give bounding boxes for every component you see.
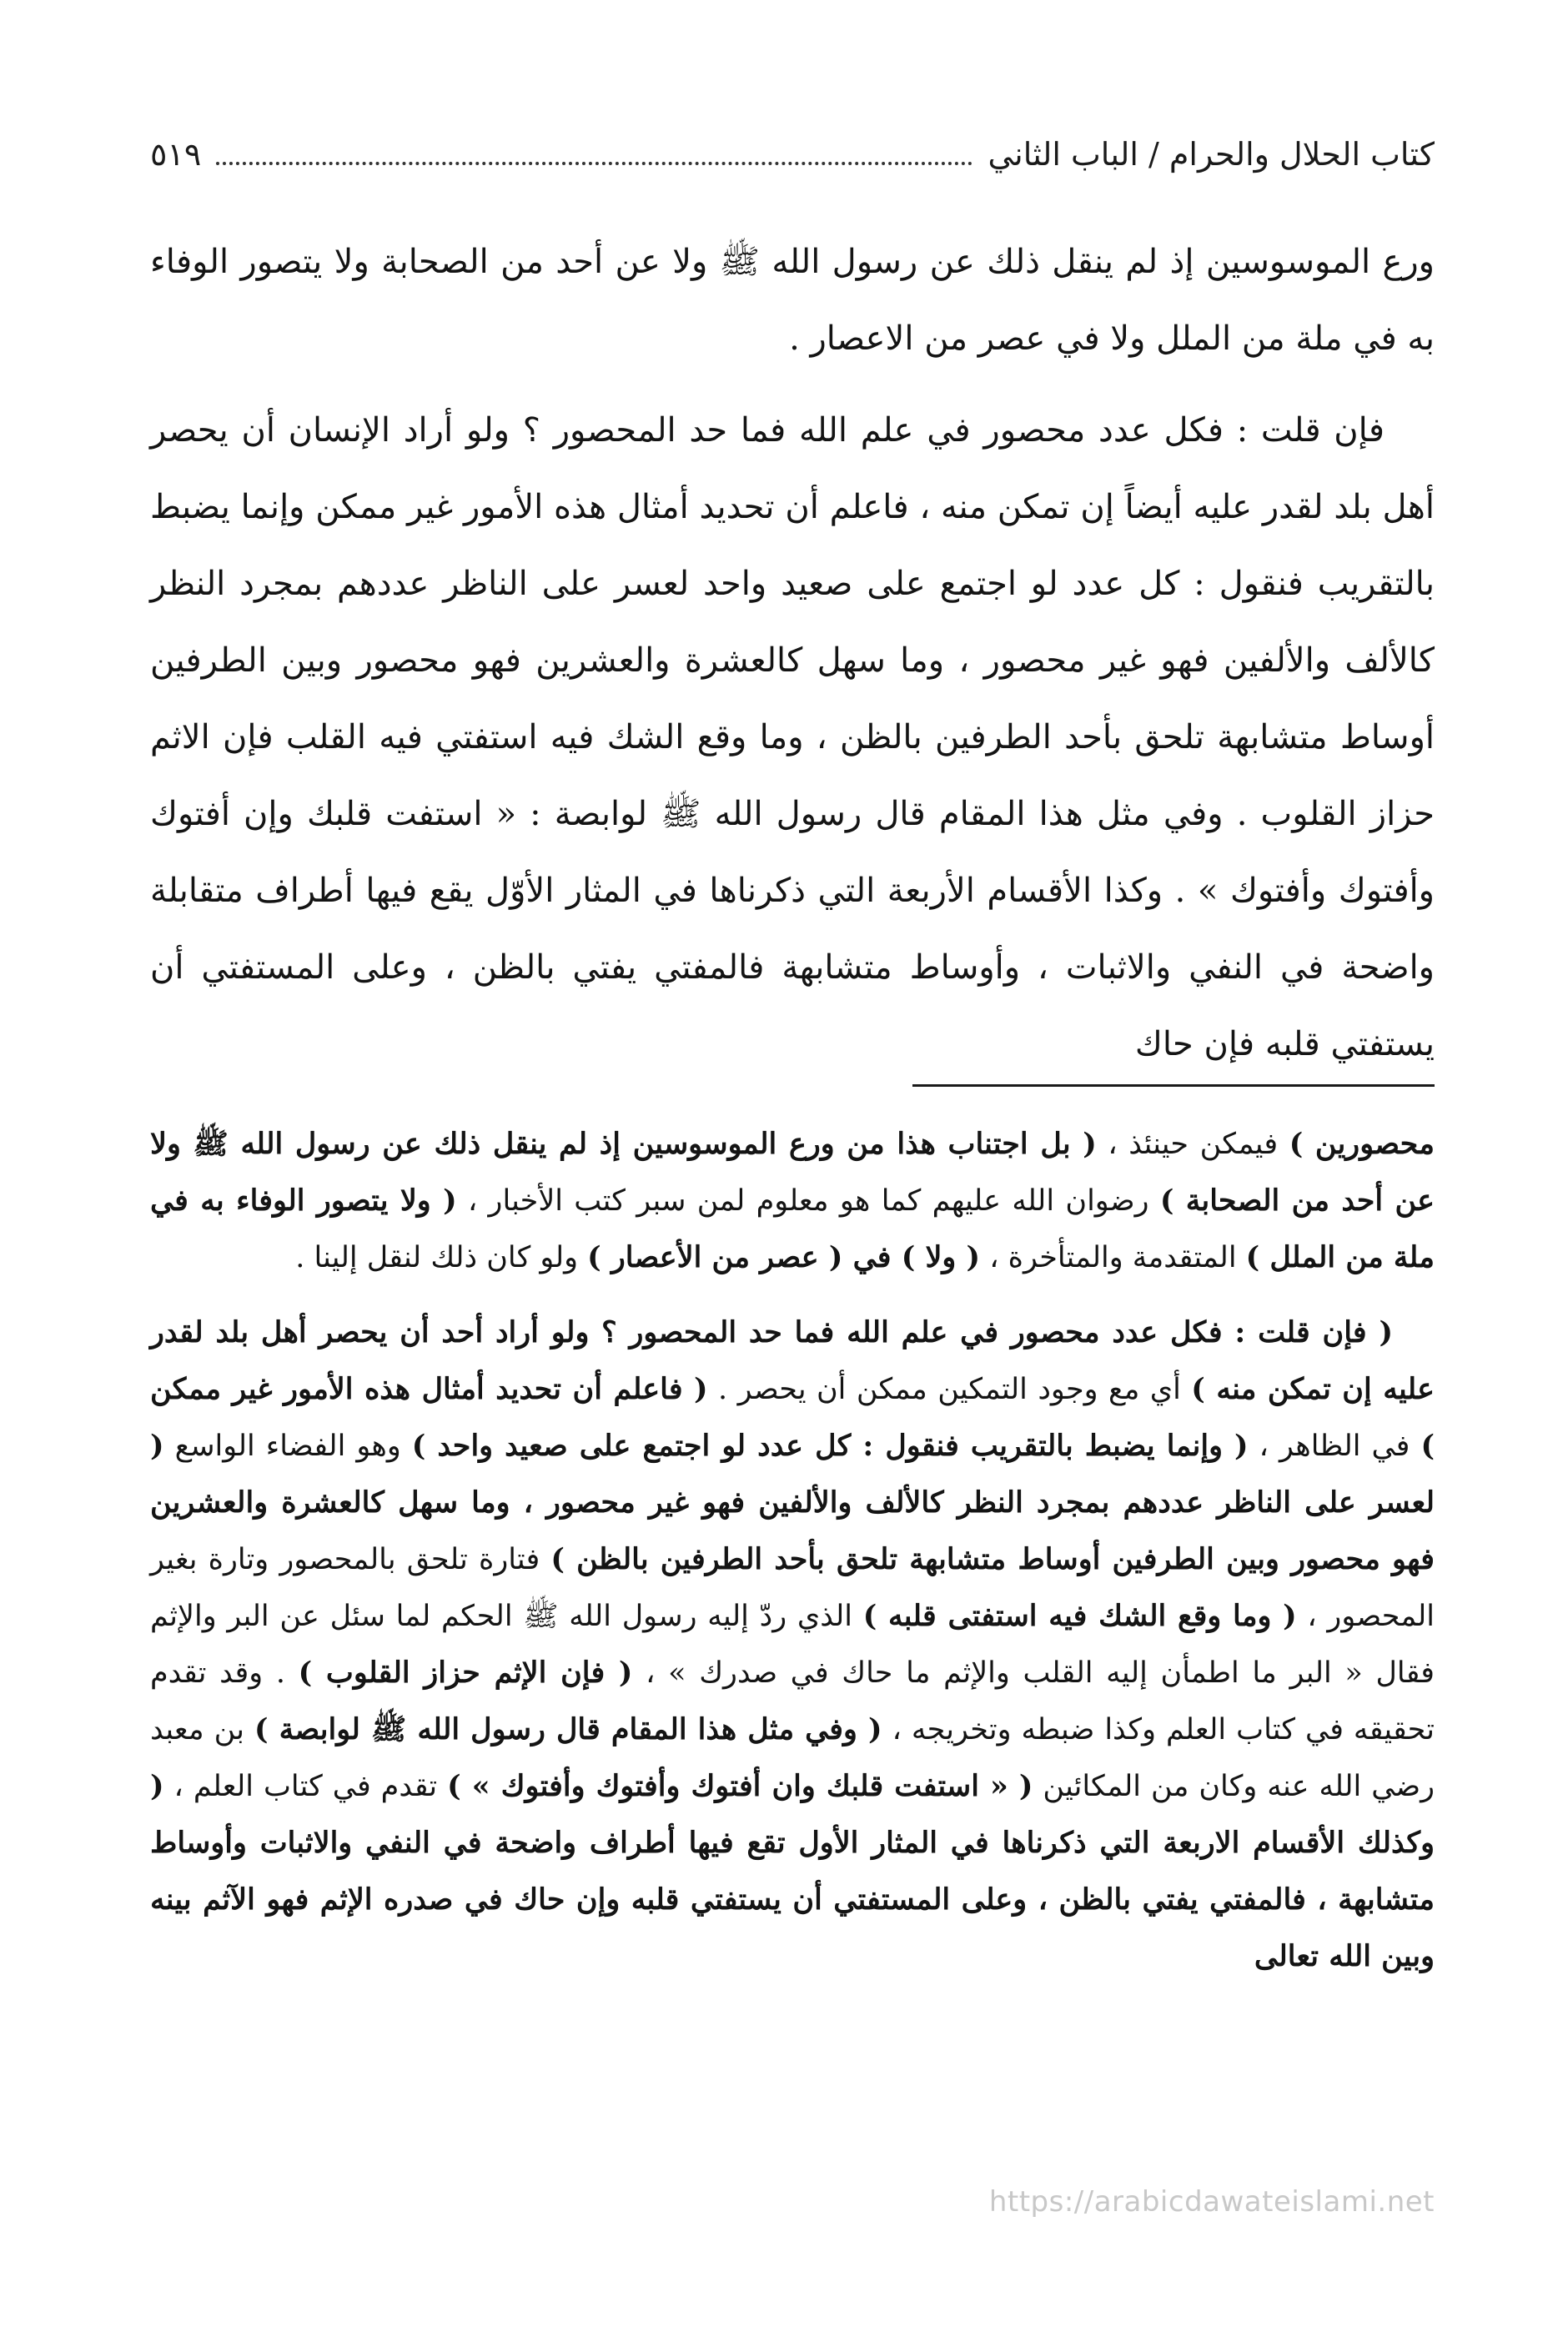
commentary-quote: ( وما وقع الشك فيه استفتى قلبه ) <box>862 1599 1297 1633</box>
commentary-quote: ( وفي مثل هذا المقام قال رسول الله ﷺ لوابصة ) <box>254 1712 882 1746</box>
commentary-gloss: فيمكن حينئذ ، <box>1096 1128 1289 1161</box>
running-header <box>150 125 1435 183</box>
commentary-gloss: بن معبد رضي الله عنه وكان من المكائين <box>150 1713 1435 1803</box>
commentary-quote: ( فاعلم أن تحديد أمثال هذه الأمور غير ممكن ) <box>150 1372 1435 1463</box>
commentary-quote: ( ولا ) في ( عصر من الأعصار ) <box>587 1240 981 1274</box>
commentary-gloss: أي مع وجود التمكين ممكن أن يحصر . <box>707 1373 1192 1406</box>
commentary-gloss: فتارة تلحق بالمحصور وتارة بغير المحصور ، <box>150 1543 1435 1633</box>
footnote-divider <box>912 1084 1435 1087</box>
commentary <box>150 1116 1435 2003</box>
commentary-quote: ( فإن الإثم حزاز القلوب ) <box>298 1656 633 1690</box>
commentary-gloss: في الظاهر ، <box>1248 1430 1421 1463</box>
commentary-gloss: رضوان الله عليهم كما هو معلوم لمن سبر كتب الأخبار ، <box>456 1184 1160 1218</box>
page-number: ٥١٩ <box>150 136 202 173</box>
commentary-quote: ( لعسر على الناظر عددهم بمجرد النظر كالألف والألفين فهو غير محصور ، وما سهل كالعشرة والعشرين فهو محصور وبين الطرفين أوساط متشابهة تلحق بأحد الطرفين بالظن ) <box>150 1429 1435 1576</box>
main-paragraph-2: فإن قلت : فكل عدد محصور في علم الله فما حد المحصور ؟ ولو أراد الإنسان أن يحصر أهل بلد لقدر عليه أيضاً إن تمكن منه ، فاعلم أن تحديد أمثال هذه الأمور غير ممكن وإنما يضبط بالتقريب فنقول : كل عدد لو اجتمع على صعيد واحد لعسر على الناظر عددهم بمجرد النظر كالألف والألفين فهو غير محصور ، وما سهل كالعشرة والعشرين فهو محصور وبين الطرفين أوساط متشابهة تلحق بأحد الطرفين بالظن ، وما وقع الشك فيه استفتي فيه القلب فإن الاثم حزاز القلوب . وفي مثل هذا المقام قال رسول الله ﷺ لوابصة : « استفت قلبك وإن أفتوك وأفتوك وأفتوك » . وكذا الأقسام الأربعة التي ذكرناها في المثار الأوّل يقع فيها أطراف متقابلة واضحة في النفي والاثبات ، وأوساط متشابهة فالمفتي يفتي بالظن ، وعلى المستفتي أن يستفتي قلبه فإن حاك <box>150 411 1435 1063</box>
main-paragraph-1: ورع الموسوسين إذ لم ينقل ذلك عن رسول الله ﷺ ولا عن أحد من الصحابة ولا يتصور الوفاء به في ملة من الملل ولا في عصر من الاعصار . <box>150 243 1435 358</box>
commentary-gloss: المتقدمة والمتأخرة ، <box>980 1241 1246 1274</box>
commentary-quote: ( بل اجتناب هذا من ورع الموسوسين إذ لم ينقل ذلك عن رسول الله ﷺ ولا عن أحد من الصحابة ) <box>150 1127 1435 1218</box>
commentary-gloss: ولو كان ذلك لنقل إلينا . <box>295 1241 588 1274</box>
source-watermark: https://arabicdawateislami.net <box>988 2185 1435 2219</box>
commentary-quote: ( فإن قلت : فكل عدد محصور في علم الله فما حد المحصور ؟ ولو أراد أحد أن يحصر أهل بلد لقدر عليه إن تمكن منه ) <box>150 1315 1435 1406</box>
commentary-quote: ( وكذلك الأقسام الاربعة التي ذكرناها في المثار الأول تقع فيها أطراف واضحة في النفي والاثبات وأوساط متشابهة ، فالمفتي يفتي بالظن ، وعلى المستفتي أن يستفتي قلبه وإن حاك في صدره الإثم فهو الآثم بينه وبين الله تعالى <box>150 1769 1435 1973</box>
commentary-quote: ( « استفت قلبك وان أفتوك وأفتوك وأفتوك » ) <box>447 1769 1033 1803</box>
chapter-title: كتاب الحلال والحرام / الباب الثاني <box>988 136 1435 173</box>
commentary-gloss: وهو الفضاء الواسع <box>163 1430 412 1463</box>
commentary-gloss: تقدم في كتاب العلم ، <box>163 1770 448 1803</box>
commentary-gloss: . وقد تقدم تحقيقه في كتاب العلم وكذا ضبطه وتخريجه ، <box>150 1656 1435 1746</box>
header-dot-leader <box>216 161 972 165</box>
commentary-paragraph-2 <box>150 1304 1435 1985</box>
commentary-quote: ( ولا يتصور الوفاء به في ملة من الملل ) <box>150 1184 1435 1274</box>
commentary-gloss: الذي ردّ إليه رسول الله ﷺ الحكم لما سئل عن البر والإثم فقال « البر ما اطمأن إليه القلب والإثم ما حاك في صدرك » ، <box>150 1600 1435 1690</box>
commentary-quote: ( وإنما يضبط بالتقريب فنقول : كل عدد لو اجتمع على صعيد واحد ) <box>411 1429 1249 1463</box>
commentary-quote: محصورين ) <box>1289 1127 1435 1161</box>
main-text <box>150 224 1435 1098</box>
commentary-paragraph-1 <box>150 1116 1435 1286</box>
